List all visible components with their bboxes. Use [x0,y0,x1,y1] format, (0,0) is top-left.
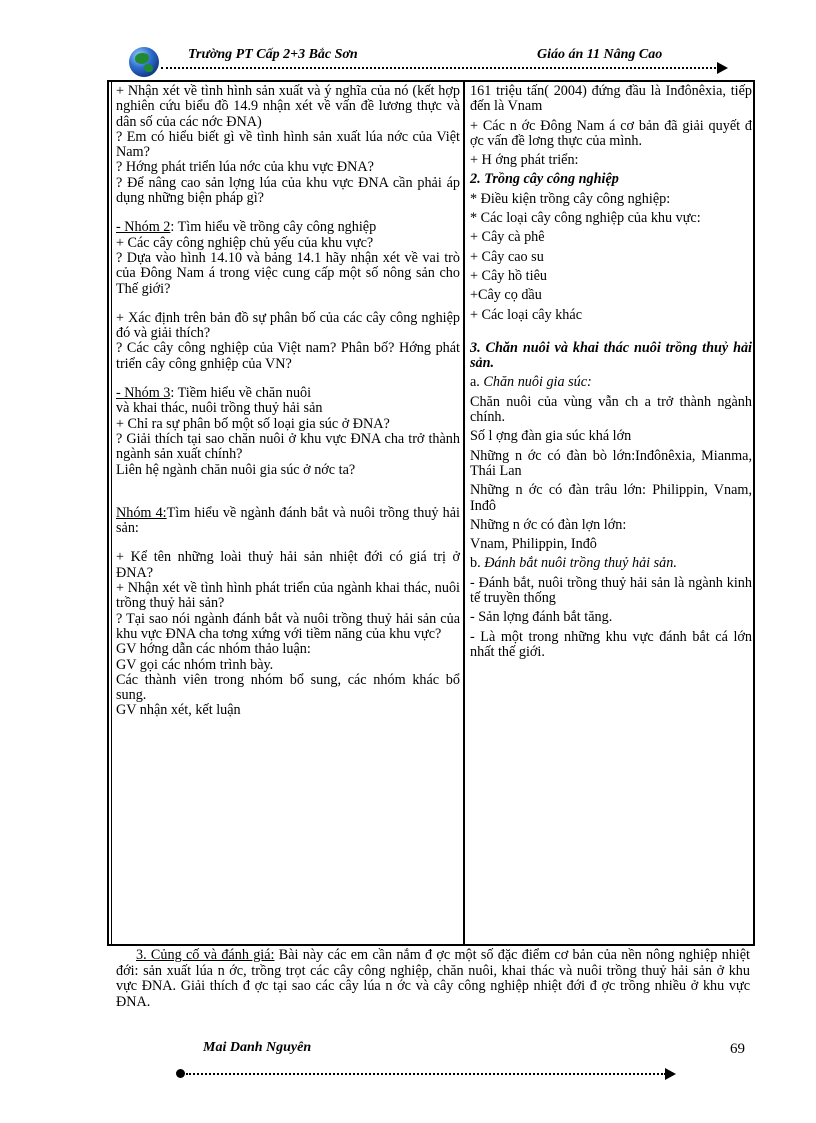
left-line: và khai thác, nuôi trồng thuỷ hải sản [116,400,323,417]
right-line: + H ớng phát triển: [470,152,579,169]
group-4-label: Nhóm 4: [116,504,167,521]
right-line: Số l ợng đàn gia súc khá lớn [470,428,632,445]
group-3-task: Tiềm hiểu về chăn nuôi [177,385,312,402]
right-line: * Các loại cây công nghiệp của khu vực: [470,210,701,227]
right-line: - Đánh bắt, nuôi trồng thuỷ hải sản là ngành kinh tế truyền thống [470,574,752,607]
crop-item: + Cây hồ tiêu [470,267,547,284]
left-line: + Xác định trên bản đồ sự phân bố của các cây công nghiệp đó và giải thích? [116,309,460,342]
activities-column [116,84,460,719]
right-line: Chăn nuôi của vùng vẫn ch a trở thành ngành chính. [470,393,752,426]
crop-item: + Cây cao su [470,248,544,265]
right-line: 161 triệu tấn( 2004) đứng đầu là Inđônêxia, tiếp đến là Vnam [470,83,752,115]
summary-paragraph [116,948,750,1010]
summary-text: Bài này các em cần nắm đ ợc một số đặc điểm cơ bản của nền nông nghiệp nhiệt đới: sản xuất lúa n ớc, trồng trọt các cây công nghiệp, chăn nuôi, khai thác và nuôi trồng thuỷ hải sản ở khu vực ĐNA. Giải thích đ ợc tại sao các cây lúa n ớc và cây công nghiệp nhiệt đới đ ợc trồng nhiều ở khu vực ĐNA. [116,947,750,1010]
subsection-b-marker: b. [470,555,485,572]
left-line: GV nhận xét, kết luận [116,702,241,719]
right-line: Vnam, Philippin, Inđô [470,536,597,553]
content-column [470,84,752,664]
header-arrow-icon [717,62,728,74]
subsection-a [470,375,752,390]
group-2-label: - Nhóm 2 [116,219,171,236]
right-line: - Sản lợng đánh bắt tăng. [470,609,613,626]
footer-dot-icon [176,1069,185,1078]
left-line: + Kể tên những loài thuỷ hải sản nhiệt đới có giá trị ở ĐNA? [116,549,460,581]
subsection-b [470,556,752,571]
school-name: Trường PT Cấp 2+3 Bắc Sơn [188,47,358,62]
header-dotted-rule [161,67,716,69]
left-line: ? Hớng phát triển lúa nớc của khu vực ĐNA? [116,159,374,176]
column-divider [463,82,465,944]
subsection-a-marker: a. [470,374,484,391]
footer-dotted-rule [186,1073,666,1075]
left-line: GV hớng dẫn các nhóm thảo luận: [116,641,311,658]
table-inner-border [111,82,112,944]
author-name: Mai Danh Nguyên [203,1040,312,1055]
left-line: ? Để nâng cao sản lợng lúa của khu vực ĐNA cần phải áp dụng những biện pháp gì? [116,174,460,207]
crop-item: + Các loại cây khác [470,306,582,323]
section-2-heading: 2. Trồng cây công nghiệp [470,171,619,188]
crop-item: +Cây cọ dầu [470,287,542,304]
left-line: + Chỉ ra sự phân bố một số loại gia súc ở ĐNA? [116,415,390,432]
group-3-label: - Nhóm 3 [116,385,171,402]
left-line: Liên hệ ngành chăn nuôi gia súc ở nớc ta? [116,461,356,478]
left-line: + Nhận xét về tình hình phát triển của ngành khai thác, nuôi trồng thuỷ hải sản? [116,580,460,612]
right-line: * Điều kiện trồng cây công nghiệp: [470,190,671,207]
subsection-a-title: Chăn nuôi gia súc: [483,374,592,391]
left-line: + Nhận xét về tình hình sản xuất và ý nghĩa của nó (kết hợp nghiên cứu biểu đồ 14.9 nhận xét về vấn đề lương thực và dân số của các nớc ĐNA) [116,83,460,130]
lesson-plan-title: Giáo án 11 Nâng Cao [537,47,663,62]
subsection-b-title: Đánh bắt nuôi trồng thuỷ hải sản. [484,555,677,572]
left-line: ? Giải thích tại sao chăn nuôi ở khu vực ĐNA cha trở thành ngành sản xuất chính? [116,430,460,463]
group-4-task: Tìm hiểu về ngành đánh bắt và nuôi trồng thuỷ hải sản: [116,504,460,537]
group-2-task: Tìm hiểu về trồng cây công nghiệp [177,219,377,236]
left-line: ? Tại sao nói ngành đánh bắt và nuôi trồng thuỷ hải sản của khu vực ĐNA cha tơng xứng với tiềm năng của khu vực? [116,610,460,642]
right-line: Những n ớc có đàn trâu lớn: Philippin, Vnam, Inđô [470,482,752,514]
left-line: Các thành viên trong nhóm bổ sung, các nhóm khác bổ sung. [116,671,460,704]
left-line: ? Em có hiểu biết gì về tình hình sản xuất lúa nớc của Việt Nam? [116,128,460,161]
right-line: Những n ớc có đàn lợn lớn: [470,516,627,533]
group-4-heading [116,506,460,537]
right-line: Những n ớc có đàn bò lớn:Inđônêxia, Mianma, Thái Lan [470,447,752,479]
page-header [125,45,730,75]
section-3-heading: 3. Chăn nuôi và khai thác nuôi trồng thuỷ hải sản. [470,339,752,372]
left-line: GV gọi các nhóm trình bày. [116,656,274,673]
page-number: 69 [730,1041,745,1057]
crop-item: + Cây cà phê [470,229,545,246]
lesson-table [107,80,755,946]
right-line: - Là một trong những khu vực đánh bắt cá lớn nhất thế giới. [470,628,752,660]
group-2-heading: - Nhóm 2: Tìm hiểu về trồng cây công nghiệp [116,219,377,236]
footer-arrow-icon [665,1068,676,1080]
right-line: + Các n ớc Đông Nam á cơ bản đã giải quyết đ ợc vấn đề lơng thực của mình. [470,117,752,149]
globe-icon [129,47,159,77]
left-line: + Các cây công nghiệp chủ yếu của khu vực? [116,234,374,251]
group-3-heading: - Nhóm 3: Tiềm hiểu về chăn nuôi [116,385,312,402]
summary-label: 3. Củng cố và đánh giá: [136,947,275,963]
left-line: ? Các cây công nghiệp của Việt nam? Phân bố? Hớng phát triển cây công gnhiệp của VN? [116,340,460,372]
left-line: ? Dựa vào hình 14.10 và bảng 14.1 hãy nhận xét về vai trò của Đông Nam á trong việc cung cấp một số nông sản cho Thế giới? [116,249,460,297]
